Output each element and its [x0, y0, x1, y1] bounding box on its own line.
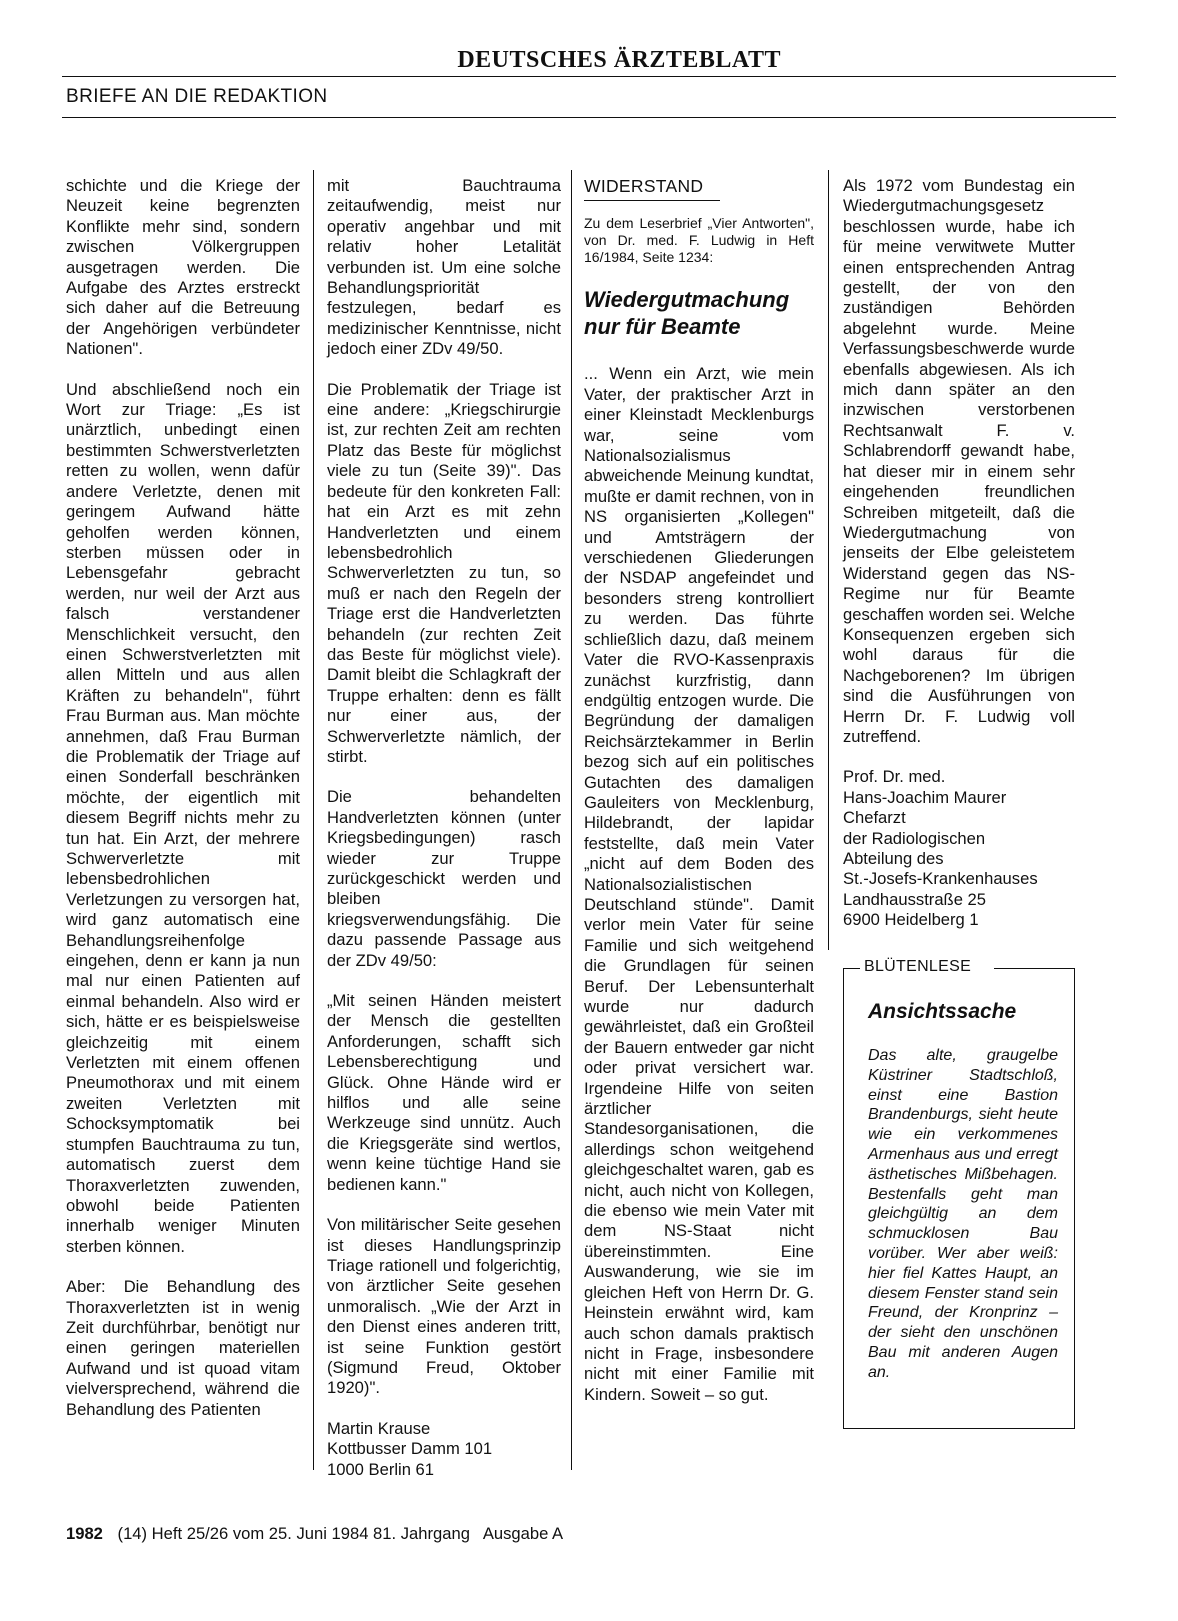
- issue-info: (14) Heft 25/26 vom 25. Juni 1984 81. Jahrgang Ausgabe A: [117, 1524, 564, 1543]
- paragraph: Aber: Die Behandlung des Thoraxverletzten ist in wenig Zeit durchführbar, benötigt nur einen geringen materiellen Aufwand und ist quoad vitam vielversprechend, während die Behandlung des Patienten: [66, 1277, 300, 1419]
- section-label-rule: [584, 200, 720, 201]
- signature-street: Kottbusser Damm 101: [327, 1439, 493, 1459]
- paragraph: Als 1972 vom Bundestag ein Wiedergutmachungsgesetz beschlossen wurde, habe ich für meine verwitwete Mutter einen entsprechenden Antrag gestellt, der von den zuständigen Behörden abgelehnt wurde. Meine Verfassungsbeschwerde wurde ebenfalls abgewiesen. Als ich mich dann später an den inzwischen verstorbenen Rechtsanwalt F. v. Schlabrendorff gewandt habe, hat dieser mir in einem sehr eingehenden freundlichen Schreiben mitgeteilt, daß die Wiedergutmachung von jenseits der Elbe geleistetem Widerstand gegen das NS-Regime nur für Beamte geschaffen worden sei. Welche Konsequenzen ergeben sich wohl daraus für die Nachgeborenen? Im übrigen sind die Ausführungen von Herrn Dr. F. Ludwig voll zutreffend.: [843, 176, 1075, 746]
- paragraph: ... Wenn ein Arzt, wie mein Vater, der praktischer Arzt in einer Kleinstadt Mecklenburgs war, seine vom Nationalsozialismus abweichende Meinung kundtat, mußte er damit rechnen, von in NS organisierten „Kollegen" und Amtsträgern der verschiedenen Gliederungen der NSDAP angefeindet und besonders streng kontrolliert zu werden. Das führte schließlich dazu, daß meinem Vater die RVO-Kassenpraxis zunächst kurzfristig, dann endgültig entzogen wurde. Die Begründung der damaligen Reichsärztekammer in Berlin bezog sich auf ein politisches Gutachten des damaligen Gauleiters von Mecklenburg, Hildebrandt, der lapidar feststellte, daß mein Vater „nicht auf dem Boden des Nationalsozialistischen Deutschland stünde". Damit verlor mein Vater für seine Familie und sich weitgehend die Grundlagen für seinen Beruf. Der Lebensunterhalt wurde nur dadurch gewährleistet, daß ein Großteil der Bauern entweder gar nicht oder privat versichert war. Irgendeine Hilfe von seiten ärztlicher Standesorganisationen, die allerdings schon weitgehend gleichgeschaltet waren, gab es nicht, auch nicht von Kollegen, die ebenso wie mein Vater mit dem NS-Staat nicht übereinstimmten. Eine Auswanderung, wie sie im gleichen Heft von Herrn Dr. G. Heinstein erwähnt wird, kam auch schon damals praktisch nicht in Frage, insbesondere nicht mit einer Familie mit Kindern. Soweit – so gut.: [584, 364, 814, 1404]
- page-number: 1982: [66, 1524, 103, 1543]
- signature-line: 6900 Heidelberg 1: [843, 910, 979, 930]
- box-title: Ansichtssache: [868, 1000, 1017, 1023]
- page-footer: [66, 1524, 563, 1544]
- letter-section-label: WIDERSTAND: [584, 176, 704, 196]
- headline-line: nur für Beamte: [584, 314, 741, 340]
- letter-reference: Zu dem Leserbrief „Vier Antworten", von Dr. med. F. Ludwig in Heft 16/1984, Seite 1234:: [584, 215, 814, 266]
- paragraph: Die Problematik der Triage ist eine andere: „Kriegschirurgie ist, zur rechten Zeit am rechten Platz das Beste für möglichst viele zu tun (Seite 39)". Das bedeute für den konkreten Fall: hat ein Arzt es mit zehn Handverletzten und einem lebensbedrohlich Schwerverletzten zu tun, so muß er nach den Regeln der Triage erst die Handverletzten behandeln (zur rechten Zeit das Beste für möglichst viele). Damit bleibt die Schlagkraft der Truppe erhalten: denn es fällt nur einer aus, der Schwerverletzte nämlich, der stirbt.: [327, 379, 561, 766]
- box-text: Das alte, graugelbe Küstriner Stadtschloß, einst eine Bastion Brandenburgs, sieht heute wie ein verkommenes Armenhaus aus und erregt ästhetisches Mißbehagen. Bestenfalls geht man gleichgültig an dem schmucklosen Bau vorüber. Wer aber weiß: hier fiel Kattes Haupt, an diesem Fenster stand sein Freund, der Kronprinz – der sieht den unschönen Bau mit anderen Augen an.: [868, 1047, 1058, 1381]
- paragraph: Von militärischer Seite gesehen ist dieses Handlungsprinzip Triage rationell und folgerichtig, von ärztlicher Seite gesehen unmoralisch. „Wie der Arzt in den Dienst eines anderen tritt, ist seine Funktion gestört (Sigmund Freud, Oktober 1920)".: [327, 1215, 561, 1398]
- column-divider: [313, 170, 314, 1470]
- letter-headline: [584, 286, 814, 340]
- column-divider: [828, 170, 829, 950]
- signature-city: 1000 Berlin 61: [327, 1459, 435, 1479]
- masthead-rule: [62, 76, 1116, 77]
- signature-line: Prof. Dr. med.: [843, 767, 946, 787]
- headline-line: Wiedergutmachung: [584, 287, 790, 313]
- box-border: [844, 968, 860, 969]
- column-1: [66, 176, 300, 1420]
- signature-line: Hans-Joachim Maurer: [843, 787, 1007, 807]
- column-divider: [571, 170, 572, 1470]
- signature-line: St.-Josefs-Krankenhauses: [843, 869, 1038, 889]
- paragraph: schichte und die Kriege der Neuzeit keine begrenzten Konflikte mehr sind, sondern zwischen Völkergruppen ausgetragen werden. Die Aufgabe des Arztes erstreckt sich daher auf die Betreuung der Angehörigen verbündeter Nationen".: [66, 176, 300, 359]
- signature-block: [327, 1419, 561, 1480]
- signature-line: Chefarzt: [843, 808, 906, 828]
- journal-title: DEUTSCHES ÄRZTEBLATT: [457, 47, 781, 73]
- signature-line: Landhausstraße 25: [843, 889, 986, 909]
- paragraph: mit Bauchtrauma zeitaufwendig, meist nur operativ angehbar und mit relativ hoher Letalität verbunden ist. Um eine solche Behandlungspriorität festzulegen, bedarf es medizinischer Kenntnisse, nicht jedoch einer ZDv 49/50.: [327, 176, 561, 359]
- box-border: [994, 968, 1074, 969]
- signature-line: der Radiologischen: [843, 828, 986, 848]
- section-heading: BRIEFE AN DIE REDAKTION: [66, 86, 328, 107]
- signature-name: Martin Krause: [327, 1418, 431, 1438]
- box-label: BLÜTENLESE: [864, 958, 972, 975]
- paragraph: Und abschließend noch ein Wort zur Triage: „Es ist unärztlich, unbedingt einen bestimmten Schwerstverletzten retten zu wollen, wenn dafür andere Verletzte, denen mit geringem Aufwand hätte geholfen werden können, sterben müssen oder in Lebensgefahr gebracht werden, nur weil der Arzt aus falsch verstandener Menschlichkeit versucht, den einen Schwerstverletzten mit allen Mitteln und aus allen Kräften zu behandeln", führt Frau Burman aus. Man möchte annehmen, daß Frau Burman die Problematik der Triage auf einen Sonderfall beschränken möchte, der eigentlich mit diesem Begriff nichts mehr zu tun hat. Ein Arzt, der mehrere Schwerverletzte mit lebensbedrohlichen Verletzungen zu versorgen hat, wird ganz automatisch eine Behandlungsreihenfolge eingehen, denn er kann ja nun mal nur einen Patienten auf einmal behandeln. Also wird er sich, hätte er es beispielsweise gleichzeitig mit einem Verletzten mit einem offenen Pneumothorax und mit einem zweiten Verletzten mit Schocksymptomatik bei stumpfen Bauchtrauma zu tun, automatisch zuerst dem Thoraxverletzten zuwenden, obwohl beide Patienten innerhalb weniger Minuten sterben können.: [66, 379, 300, 1256]
- sidebar-box: [843, 958, 1075, 1429]
- masthead: [0, 0, 1178, 120]
- column-4: [843, 176, 1075, 931]
- section-rule: [62, 117, 1116, 118]
- paragraph: Die behandelten Handverletzten können (unter Kriegsbedingungen) rasch wieder zur Truppe zurückgeschickt werden und bleiben kriegsverwendungsfähig. Die dazu passende Passage aus der ZDv 49/50:: [327, 787, 561, 970]
- signature-block: [843, 767, 1075, 930]
- signature-line: Abteilung des: [843, 849, 944, 868]
- column-2: [327, 176, 561, 1480]
- column-3: [584, 176, 814, 1405]
- paragraph: „Mit seinen Händen meistert der Mensch die gestellten Anforderungen, schafft sich Lebensberechtigung und Glück. Ohne Hände wird er hilflos und alle seine Werkzeuge sind unnütz. Auch die Kriegsgeräte sind wertlos, wenn keine tüchtige Hand sie bedienen kann.": [327, 991, 561, 1194]
